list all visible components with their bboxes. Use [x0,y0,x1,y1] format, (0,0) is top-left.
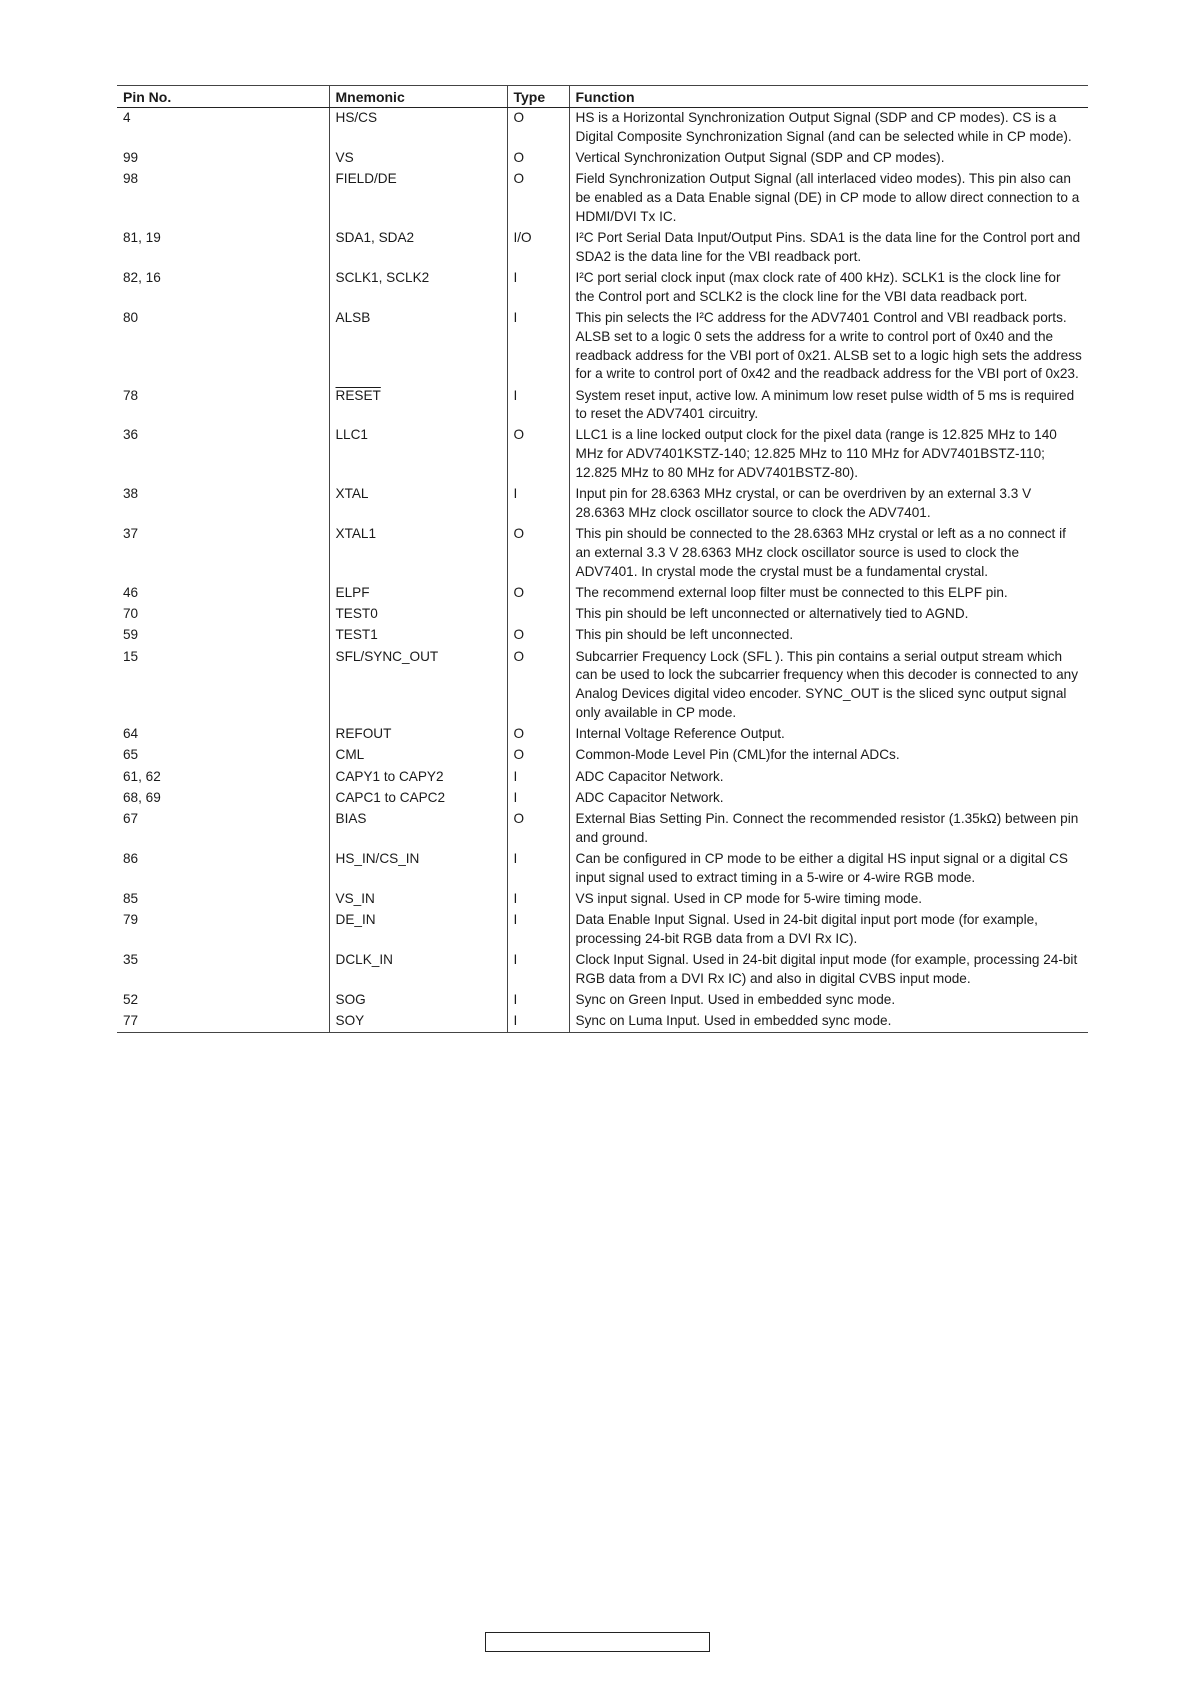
function-cell: This pin should be left unconnected. [575,627,794,643]
header-pin-no: Pin No. [117,86,329,108]
mnemonic-cell: LLC1 [329,425,507,484]
pin-number-cell: 65 [117,745,329,766]
function-cell: ADC Capacitor Network. [575,768,724,784]
header-type: Type [507,86,569,108]
mnemonic-cell: XTAL [329,484,507,524]
table-row [117,524,1088,583]
mnemonic-cell: SCLK1, SCLK2 [329,268,507,308]
pin-number-cell: 86 [117,849,329,889]
pin-number-cell: 64 [117,724,329,745]
table-row [117,308,1088,386]
header-function: Function [569,86,1088,108]
pin-number-cell: 61, 62 [117,767,329,788]
type-cell: I [507,1011,569,1033]
type-cell: O [507,169,569,228]
function-cell: Vertical Synchronization Output Signal (SDP and CP modes). [575,149,945,165]
function-cell: Field Synchronization Output Signal (all interlaced video modes). This pin also can be enabled as a Data Enable signal (DE) in CP mode to allow direct connection to a HDMI/DVI Tx IC. [575,171,1080,224]
function-cell: Input pin for 28.6363 MHz crystal, or can be overdriven by an external 3.3 V 28.6363 MHz clock oscillator source to clock the ADV7401. [575,486,1032,521]
type-cell: O [507,583,569,604]
function-cell: This pin selects the I²C address for the ADV7401 Control and VBI readback ports. ALSB set to a logic 0 sets the address for a write to control port of 0x40 and the readback address for the VBI port of 0x21. ALSB set to a logic high sets the address for a write to control port of 0x42 and the readback address for the VBI port of 0x23. [575,309,1082,382]
table-row [117,108,1088,148]
mnemonic-cell: DE_IN [329,910,507,950]
table-row [117,767,1088,788]
type-cell: O [507,108,569,148]
type-cell: I [507,950,569,990]
mnemonic-cell: ALSB [329,308,507,386]
pin-number-cell: 46 [117,583,329,604]
pin-number-cell: 38 [117,484,329,524]
table-row [117,268,1088,308]
mnemonic-cell: FIELD/DE [329,169,507,228]
type-cell: I [507,889,569,910]
type-cell: O [507,647,569,725]
type-cell: O [507,745,569,766]
pin-function-table-container [117,85,1088,1033]
pin-number-cell: 37 [117,524,329,583]
function-cell: Can be configured in CP mode to be either a digital HS input signal or a digital CS input signal used to extract timing in a 5-wire or 4-wire RGB mode. [575,850,1068,885]
table-row [117,889,1088,910]
mnemonic-cell: TEST0 [329,604,507,625]
type-cell: I [507,308,569,386]
table-header [117,86,1088,108]
mnemonic-cell: DCLK_IN [329,950,507,990]
pin-number-cell: 82, 16 [117,268,329,308]
mnemonic-cell: VS [329,148,507,169]
mnemonic-cell: SDA1, SDA2 [329,228,507,268]
mnemonic-cell: HS_IN/CS_IN [329,849,507,889]
table-row [117,604,1088,625]
mnemonic-cell: CML [329,745,507,766]
function-cell: Data Enable Input Signal. Used in 24-bit digital input port mode (for example, processing 24-bit RGB data from a DVI Rx IC). [575,912,1038,946]
function-cell: System reset input, active low. A minimum low reset pulse width of 5 ms is required to reset the ADV7401 circuitry. [575,387,1075,422]
pin-function-table [117,85,1088,1033]
mnemonic-cell: REFOUT [329,724,507,745]
function-cell: Internal Voltage Reference Output. [575,726,785,742]
mnemonic-cell: HS/CS [329,108,507,148]
type-cell: O [507,625,569,646]
function-cell: The recommend external loop filter must be connected to this ELPF pin. [575,585,1008,601]
table-row [117,169,1088,228]
function-cell: ADC Capacitor Network. [575,789,724,805]
pin-number-cell: 68, 69 [117,788,329,809]
mnemonic-cell: XTAL1 [329,524,507,583]
type-cell: I [507,910,569,950]
pin-number-cell: 67 [117,809,329,849]
pin-number-cell: 77 [117,1011,329,1033]
function-cell: VS input signal. Used in CP mode for 5-wire timing mode. [575,890,923,906]
pin-number-cell: 80 [117,308,329,386]
type-cell: O [507,809,569,849]
function-cell: LLC1 is a line locked output clock for the pixel data (range is 12.825 MHz to 140 MHz for ADV7401KSTZ-140; 12.825 MHz to 110 MHz for ADV7401BSTZ-110; 12.825 MHz to 80 MHz for ADV7401BSTZ-80). [575,427,1057,481]
table-row [117,484,1088,524]
type-cell: O [507,148,569,169]
pin-number-cell: 36 [117,425,329,484]
table-row [117,647,1088,725]
mnemonic-cell: SOY [329,1011,507,1033]
type-cell: I [507,788,569,809]
function-cell: External Bias Setting Pin. Connect the recommended resistor (1.35kΩ) between pin and ground. [575,810,1079,845]
header-mnemonic: Mnemonic [329,86,507,108]
type-cell: I [507,484,569,524]
type-cell: I [507,767,569,788]
type-cell: O [507,724,569,745]
pin-number-cell: 98 [117,169,329,228]
function-cell: Subcarrier Frequency Lock (SFL ). This pin contains a serial output stream which can be used to lock the subcarrier frequency when this decoder is connected to any Analog Devices digital video encoder. SYNC_OUT is the sliced sync output signal only available in CP mode. [575,648,1079,720]
function-cell: HS is a Horizontal Synchronization Output Signal (SDP and CP modes). CS is a Digital Composite Synchronization Signal (and can be selected while in CP mode). [575,110,1072,144]
pin-number-cell: 78 [117,386,329,426]
pin-number-cell: 52 [117,990,329,1011]
table-row [117,148,1088,169]
function-cell: I²C Port Serial Data Input/Output Pins. SDA1 is the data line for the Control port and SDA2 is the data line for the VBI readback port. [575,229,1081,264]
function-cell: Sync on Luma Input. Used in embedded sync mode. [569,1011,1088,1033]
table-row [117,849,1088,889]
table-row [117,950,1088,990]
function-cell: I²C port serial clock input (max clock rate of 400 kHz). SCLK1 is the clock line for the Control port and SCLK2 is the clock line for the VBI data readback port. [575,269,1061,304]
table-row [117,809,1088,849]
type-cell: I [507,268,569,308]
pin-number-cell: 81, 19 [117,228,329,268]
mnemonic-cell: CAPY1 to CAPY2 [329,767,507,788]
function-cell: This pin should be connected to the 28.6363 MHz crystal or left as a no connect if an external 3.3 V 28.6363 MHz clock oscillator source is used to clock the ADV7401. In crystal mode the crystal must be a fundamental crystal. [575,526,1066,579]
table-row [117,910,1088,950]
table-row [117,386,1088,426]
table-row [117,583,1088,604]
mnemonic-cell: BIAS [329,809,507,849]
type-cell: O [507,425,569,484]
table-row [117,724,1088,745]
table-header-row [117,86,1088,108]
type-cell [507,604,569,625]
table-row [117,788,1088,809]
footer-box [485,1632,710,1652]
function-cell: Clock Input Signal. Used in 24-bit digital input mode (for example, processing 24-bit RGB data from a DVI Rx IC) and also in digital CVBS input mode. [575,952,1078,986]
pin-number-cell: 99 [117,148,329,169]
function-cell: Sync on Green Input. Used in embedded sync mode. [575,992,896,1008]
pin-number-cell: 15 [117,647,329,725]
type-cell: O [507,524,569,583]
function-cell: Common-Mode Level Pin (CML)for the internal ADCs. [575,747,900,763]
table-body [117,108,1088,1033]
pin-number-cell: 59 [117,625,329,646]
function-cell: This pin should be left unconnected or alternatively tied to AGND. [575,606,969,622]
pin-number-cell: 79 [117,910,329,950]
table-row [117,425,1088,484]
mnemonic-cell: RESET [329,386,507,426]
table-row [117,745,1088,766]
mnemonic-cell: ELPF [329,583,507,604]
pin-number-cell: 35 [117,950,329,990]
mnemonic-cell: TEST1 [329,625,507,646]
mnemonic-cell: SOG [329,990,507,1011]
type-cell: I [507,386,569,426]
table-row [117,625,1088,646]
type-cell: I [507,990,569,1011]
mnemonic-cell: SFL/SYNC_OUT [329,647,507,725]
mnemonic-cell: CAPC1 to CAPC2 [329,788,507,809]
pin-number-cell: 70 [117,604,329,625]
pin-number-cell: 4 [117,108,329,148]
table-row [117,990,1088,1011]
type-cell: I/O [507,228,569,268]
type-cell: I [507,849,569,889]
mnemonic-cell: VS_IN [329,889,507,910]
table-row [117,1011,1088,1033]
table-row [117,228,1088,268]
pin-number-cell: 85 [117,889,329,910]
